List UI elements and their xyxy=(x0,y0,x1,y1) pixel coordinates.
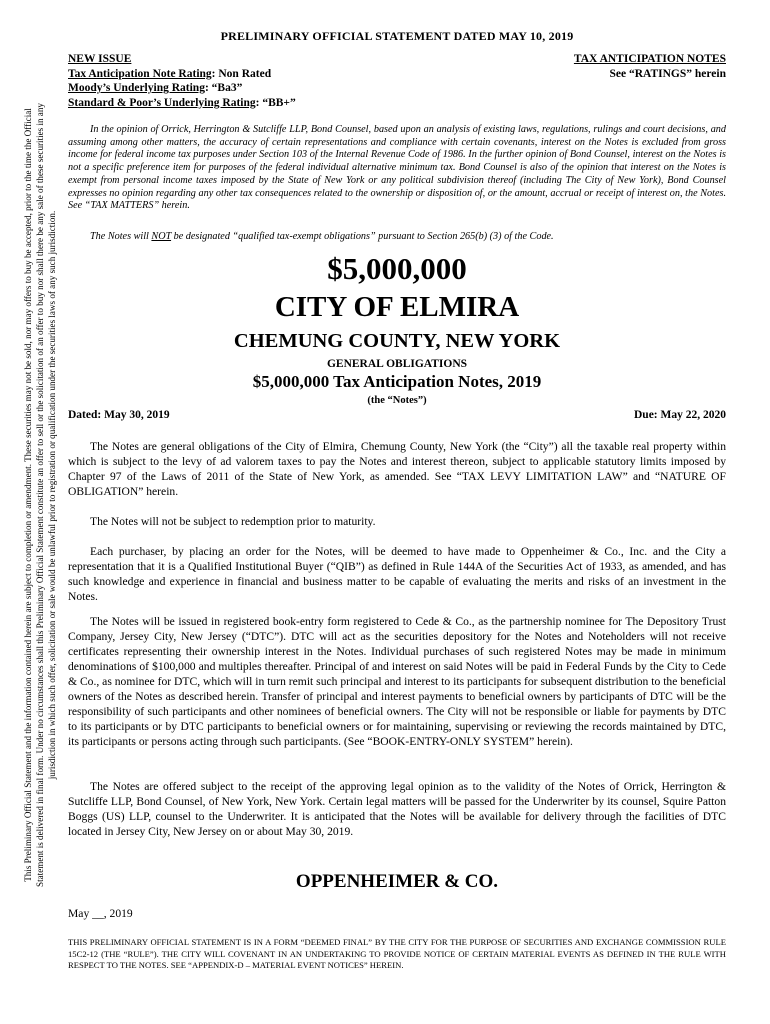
qualified-tax-statement xyxy=(90,231,554,242)
paragraph-redemption: The Notes will not be subject to redemption prior to maturity. xyxy=(90,515,376,528)
sidebar-line-3: jurisdiction in which such offer, solicitation or sale would be unlawful prior to registration or qualification under the securities laws of any such jurisdiction. xyxy=(47,210,57,780)
issue-ratings-block xyxy=(68,52,296,110)
notes-definition: (the “Notes”) xyxy=(367,395,427,406)
moodys-rating-label: Moody’s Underlying Rating xyxy=(68,82,205,94)
statement-date: May __, 2019 xyxy=(68,907,133,920)
sidebar-line-1: This Preliminary Official Statement and the information contained herein are subject to completion or amendment. These securities may not be sold, nor may offers to buy be accepted, prior to the time the Official xyxy=(23,108,33,882)
due-date: Due: May 22, 2020 xyxy=(634,409,726,421)
paragraph-obligations: The Notes are general obligations of the City of Elmira, Chemung County, New York (the “City”) all the taxable real property within which is subject to the levy of ad valorem taxes to pay the Notes and interest thereon, subject to applicable statutory limits imposed by Chapter 97 of the Laws of 2011 of the State of New York, as amended. See “TAX LEVY LIMITATION LAW” and “NATURE OF OBLIGATION” herein. xyxy=(68,440,726,498)
underwriter-name: OPPENHEIMER & CO. xyxy=(295,871,499,892)
dated-date: Dated: May 30, 2019 xyxy=(68,409,170,421)
sp-rating-value: : “BB+” xyxy=(255,96,296,109)
sidebar-disclaimer xyxy=(22,50,58,940)
issuer-county: CHEMUNG COUNTY, NEW YORK xyxy=(233,330,561,352)
sidebar-disclaimer-text xyxy=(22,50,58,940)
paragraph-qib: Each purchaser, by placing an order for the Notes, will be deemed to have made to Oppenheimer & Co., Inc. and the City a representation that it is a Qualified Institutional Buyer (“QIB”) as defined in Rule 144A of the Securities Act of 1933, as amended, and has such knowledge and experience in financial and business matter to be capable of evaluating the merits and risks of an investment in the Notes. xyxy=(68,545,726,603)
sidebar-line-2: Statement is delivered in final form. Under no circumstances shall this Preliminary Official Statement constitute an offer to sell or the solicitation of an offer to buy nor shall there be any sale of these securities in any xyxy=(35,103,45,887)
issue-amount: $5,000,000 xyxy=(327,251,467,286)
moodys-rating-value: : “Ba3” xyxy=(204,82,243,94)
new-issue-label: NEW ISSUE xyxy=(68,53,132,65)
bond-counsel-opinion: In the opinion of Orrick, Herrington & Sutcliffe LLP, Bond Counsel, based upon an analysis of existing laws, regulations, rulings and court decisions, and assuming among other matters, the accuracy of certain representations and compliance with certain covenants, interest on the Notes is excluded from gross income for federal income tax purposes under Section 103 of the Internal Revenue Code of 1986. In the further opinion of Bond Counsel, interest on the Notes is not a specific preference item for purposes of the federal individual alternative minimum tax. Bond Counsel is also of the opinion that interest on the Notes is exempt from personal income taxes imposed by the State of New York or any political subdivision thereof (including The City of New York), Bond Counsel expresses no opinion regarding any other tax consequences related to the ownership or disposition of, or the amount, accrual or receipt of interest on, the Notes. See “TAX MATTERS” herein. xyxy=(68,124,726,212)
ratings-reference: See “RATINGS” herein xyxy=(609,67,726,80)
paragraph-book-entry: The Notes will be issued in registered book-entry form registered to Cede & Co., as the partnership nominee for The Depository Trust Company, Jersey City, New Jersey (“DTC”). DTC will act as the securities depository for the Notes and Noteholders will not receive certificates representing their ownership interest in the Notes. Individual purchases of such registered Notes may be made in minimum denominations of $100,000 and multiples thereafter. Principal of and interest on said Notes will be paid in Federal Funds by the City to Cede & Co., as nominee for DTC, which will in turn remit such principal and interest to its participants for subsequent distribution to the beneficial owners of the Notes as described herein. Transfer of principal and interest payments to beneficial owners by participants of DTC will be the responsibility of such participants and other nominees of beneficial owners. The City will not be responsible or liable for payments by DTC to its participants or by DTC participants to beneficial owners or for maintaining, supervising or reviewing the records maintained by DTC, its participants or persons acting through such participants. (See “BOOK-ENTRY-ONLY SYSTEM” herein). xyxy=(68,615,726,748)
note-type-block xyxy=(574,52,726,81)
notes-title: $5,000,000 Tax Anticipation Notes, 2019 xyxy=(252,372,542,391)
general-obligations-label: GENERAL OBLIGATIONS xyxy=(326,358,468,370)
preliminary-header: PRELIMINARY OFFICIAL STATEMENT DATED MAY 10, 2019 xyxy=(220,29,574,43)
sp-rating-label: Standard & Poor’s Underlying Rating xyxy=(68,96,256,109)
note-type-title: TAX ANTICIPATION NOTES xyxy=(573,53,726,65)
paragraph-legal-opinion: The Notes are offered subject to the receipt of the approving legal opinion as to the validity of the Notes of Orrick, Herrington & Sutcliffe LLP, Bond Counsel, of New York, New York. Certain legal matters will be passed for the Underwriter by its counsel, Squire Patton Boggs (US) LLP, counsel to the Underwriter. It is anticipated that the Notes will be available for delivery through the facilities of DTC located in Jersey City, New Jersey on or about May 30, 2019. xyxy=(68,780,726,838)
qualified-text-before: The Notes will xyxy=(90,231,152,242)
qualified-text-after: be designated “qualified tax-exempt obligations” pursuant to Section 265(b) (3) of the Code. xyxy=(171,231,554,242)
issuer-city: CITY OF ELMIRA xyxy=(274,291,520,323)
footer-disclaimer: THIS PRELIMINARY OFFICIAL STATEMENT IS IN A FORM “DEEMED FINAL” BY THE CITY FOR THE PURPOSE OF SECURITIES AND EXCHANGE COMMISSION RULE 15C2-12 (THE “RULE”). THE CITY WILL COVENANT IN AN UNDERTAKING TO PROVIDE NOTICE OF CERTAIN MATERIAL EVENTS AS DEFINED IN THE RULE WITH RESPECT TO THE NOTES. SEE “APPENDIX-D – MATERIAL EVENT NOTICES” HEREIN. xyxy=(68,937,726,970)
tan-rating-value: : Non Rated xyxy=(211,67,272,80)
tan-rating-label: Tax Anticipation Note Rating xyxy=(68,67,212,80)
qualified-text-not: NOT xyxy=(151,231,172,242)
